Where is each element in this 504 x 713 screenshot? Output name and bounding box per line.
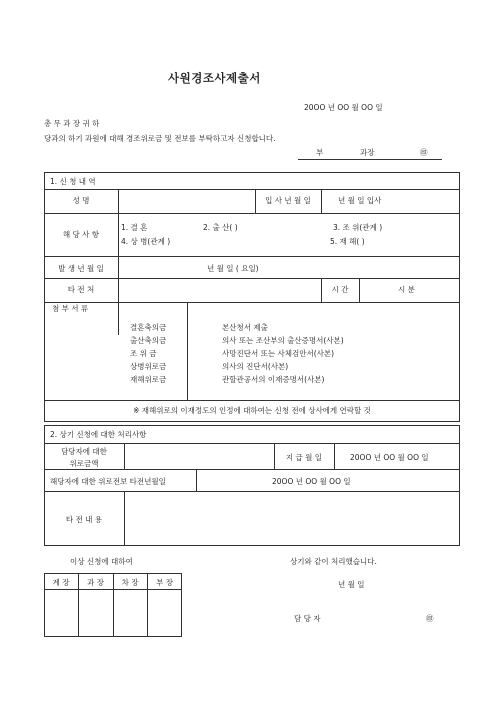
name-label: 성 명 [72,196,90,205]
sign-dept: 부 [316,148,324,157]
notice-text: ※ 재해위로의 이재정도의 인정에 대하여는 신청 전에 상사에게 연락할 것 [133,406,371,415]
payment-date-value[interactable]: 20OO 년 OO 월 OO 일 [350,453,429,462]
divider [44,256,460,257]
attachments-label: 첨 부 서 류 [52,304,89,313]
telegram-date-label: 해당자에 대한 위로전보 타전년월일 [50,477,166,486]
telegram-content-label: 타 전 내 용 [65,515,103,524]
divider [321,189,322,213]
join-date-label: 입 사 년 월 일 [265,196,311,205]
section1-header: 1. 신 청 내 역 [50,177,96,186]
seal-icon: ㊞ [420,148,428,157]
divider [44,278,460,279]
category-marriage[interactable]: 1. 결 혼 [121,223,148,232]
amount-label: 위로금액 [69,459,99,468]
attachment-kind: 결혼축의금 [130,323,167,332]
divider [187,302,188,400]
occurrence-date-value[interactable]: 년 월 일 ( 요일) [207,264,259,273]
time-value[interactable]: 시 분 [398,285,415,294]
footer-date[interactable]: 년 월 일 [338,580,365,589]
attachment-kind: 출산축의금 [130,336,167,345]
attachment-doc: 관할관공서의 이재증명서(사본) [222,375,325,384]
addressee: 총 무 과 장 귀 하 [44,119,100,128]
divider [334,443,335,469]
occurrence-date-label: 발 생 년 월 일 [58,264,104,273]
category-condolence[interactable]: 3. 조 위(관계 ) [333,223,383,232]
footer-right-text: 상기와 같이 처리했습니다. [290,557,377,566]
divider [196,469,197,491]
divider [44,443,460,444]
divider [124,491,125,546]
approval-header: 부 장 [156,578,173,587]
attachment-kind: 재해위로금 [130,375,167,384]
divider [44,400,460,401]
category-disaster[interactable]: 5. 재 해( ) [330,237,365,246]
category-birth[interactable]: 2. 출 산( ) [203,223,238,232]
category-illness[interactable]: 4. 상 병(관계 ) [121,237,171,246]
document-title: 사원경조사제출서 [168,71,261,85]
attachment-doc: 의사 또는 조산부의 출산증명서(사본) [222,336,344,345]
sign-title: 과장 [360,148,375,157]
divider [124,443,125,469]
telegram-date-value[interactable]: 20OO 년 OO 월 OO 일 [272,477,351,486]
submission-date: 20OO 년 OO 월 OO 일 [304,103,383,112]
payment-date-label: 지 급 월 일 [285,453,323,462]
approval-header: 과 장 [87,578,104,587]
divider [118,189,119,335]
seal-icon: ㊞ [426,614,434,623]
amount-label: 담당자에 대한 [61,447,107,456]
attachment-doc: 의사의 진단서(사본) [222,362,289,371]
approval-header: 계 장 [52,578,70,587]
time-label: 시 간 [331,285,349,294]
attachment-doc: 사망진단서 또는 사체검안서(사본) [222,349,335,358]
divider [44,189,460,190]
section2-header: 2. 상기 신청에 대한 처리사항 [50,430,147,439]
attachment-kind: 조 위 금 [130,349,157,358]
manager-label: 담 당 자 [294,614,321,623]
divider [44,491,460,492]
join-date-value[interactable]: 년 월 일 입사 [338,196,382,205]
category-label: 해 당 사 항 [62,230,100,239]
attachment-kind: 상병위로금 [130,362,167,371]
telegram-destination-label: 타 전 처 [67,285,95,294]
attachment-doc: 본산청서 제출 [222,323,268,332]
divider [44,469,460,470]
intro-text: 당과의 하기 과원에 대해 경조위로금 및 전보를 부탁하고자 신청합니다. [44,134,276,143]
approval-header: 차 장 [121,578,139,587]
divider [359,278,360,302]
footer-left-text: 이상 신청에 대하여 [70,557,133,566]
signature-underline [298,159,442,160]
divider [44,213,460,214]
divider [118,302,460,303]
